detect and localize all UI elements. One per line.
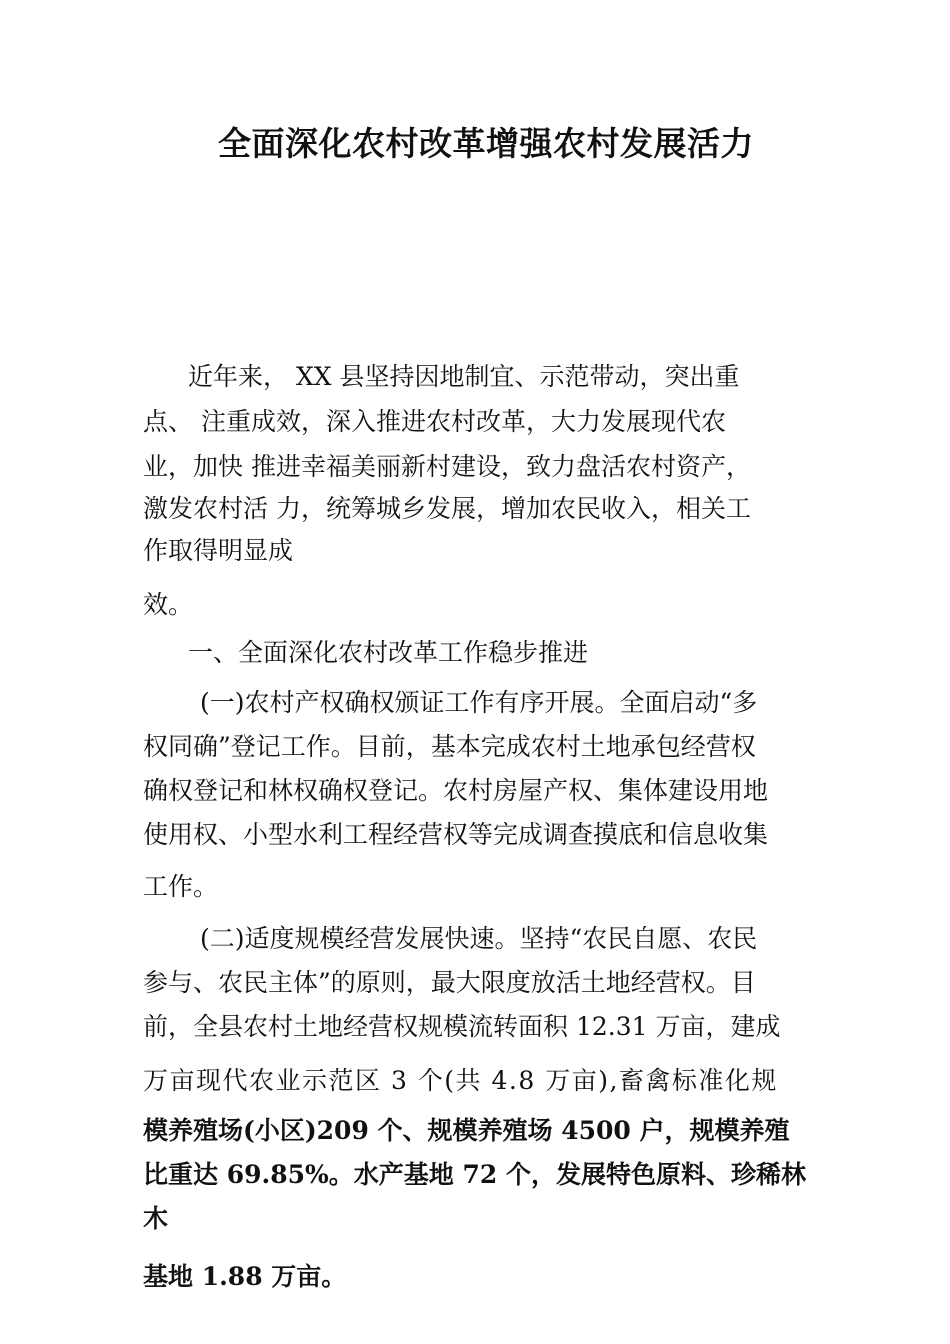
document-title: 全面深化农村改革增强农村发展活力 [218,124,754,163]
paragraph-line-bold: 基地 1.88 万亩。 [143,1262,347,1291]
paragraph-line: 使用权、小型水利工程经营权等完成调查摸底和信息收集 [143,820,769,849]
paragraph-line: 参与、农民主体”的原则，最大限度放活土地经营权。目 [143,968,756,997]
paragraph-line: 激发农村活 力，统筹城乡发展，增加农民收入，相关工 [143,494,751,523]
paragraph-line: 工作。 [143,872,219,901]
paragraph-line-bold: 比重达 69.85%。水产基地 72 个，发展特色原料、珍稀林 [143,1160,806,1189]
paragraph-line: (二)适度规模经营发展快速。坚持“农民自愿、农民 [200,924,758,953]
paragraph-line: 作取得明显成 [143,536,294,565]
paragraph-line: 确权登记和林权确权登记。农村房屋产权、集体建设用地 [143,776,769,805]
paragraph-line: 点、 注重成效，深入推进农村改革，大力发展现代农 [143,407,726,436]
paragraph-line: 效。 [143,590,194,619]
paragraph-line: (一)农村产权确权颁证工作有序开展。全面启动“多 [200,688,758,717]
paragraph-line: 权同确”登记工作。目前，基本完成农村土地承包经营权 [143,732,756,761]
paragraph-line: 业，加快 推进幸福美丽新村建设，致力盘活农村资产， [143,452,751,481]
paragraph-line: 近年来， XX 县坚持因地制宜、示范带动，突出重 [188,362,740,391]
paragraph-line: 前，全县农村土地经营权规模流转面积 12.31 万亩，建成 [143,1012,781,1041]
section-heading: 一、全面深化农村改革工作稳步推进 [188,638,589,667]
paragraph-line-bold: 模养殖场(小区)209 个、规模养殖场 4500 户，规模养殖 [143,1116,790,1145]
paragraph-line-bold: 木 [143,1204,169,1233]
paragraph-line: 万亩现代农业示范区 3 个(共 4.8 万亩),畜禽标准化规 [143,1066,778,1095]
